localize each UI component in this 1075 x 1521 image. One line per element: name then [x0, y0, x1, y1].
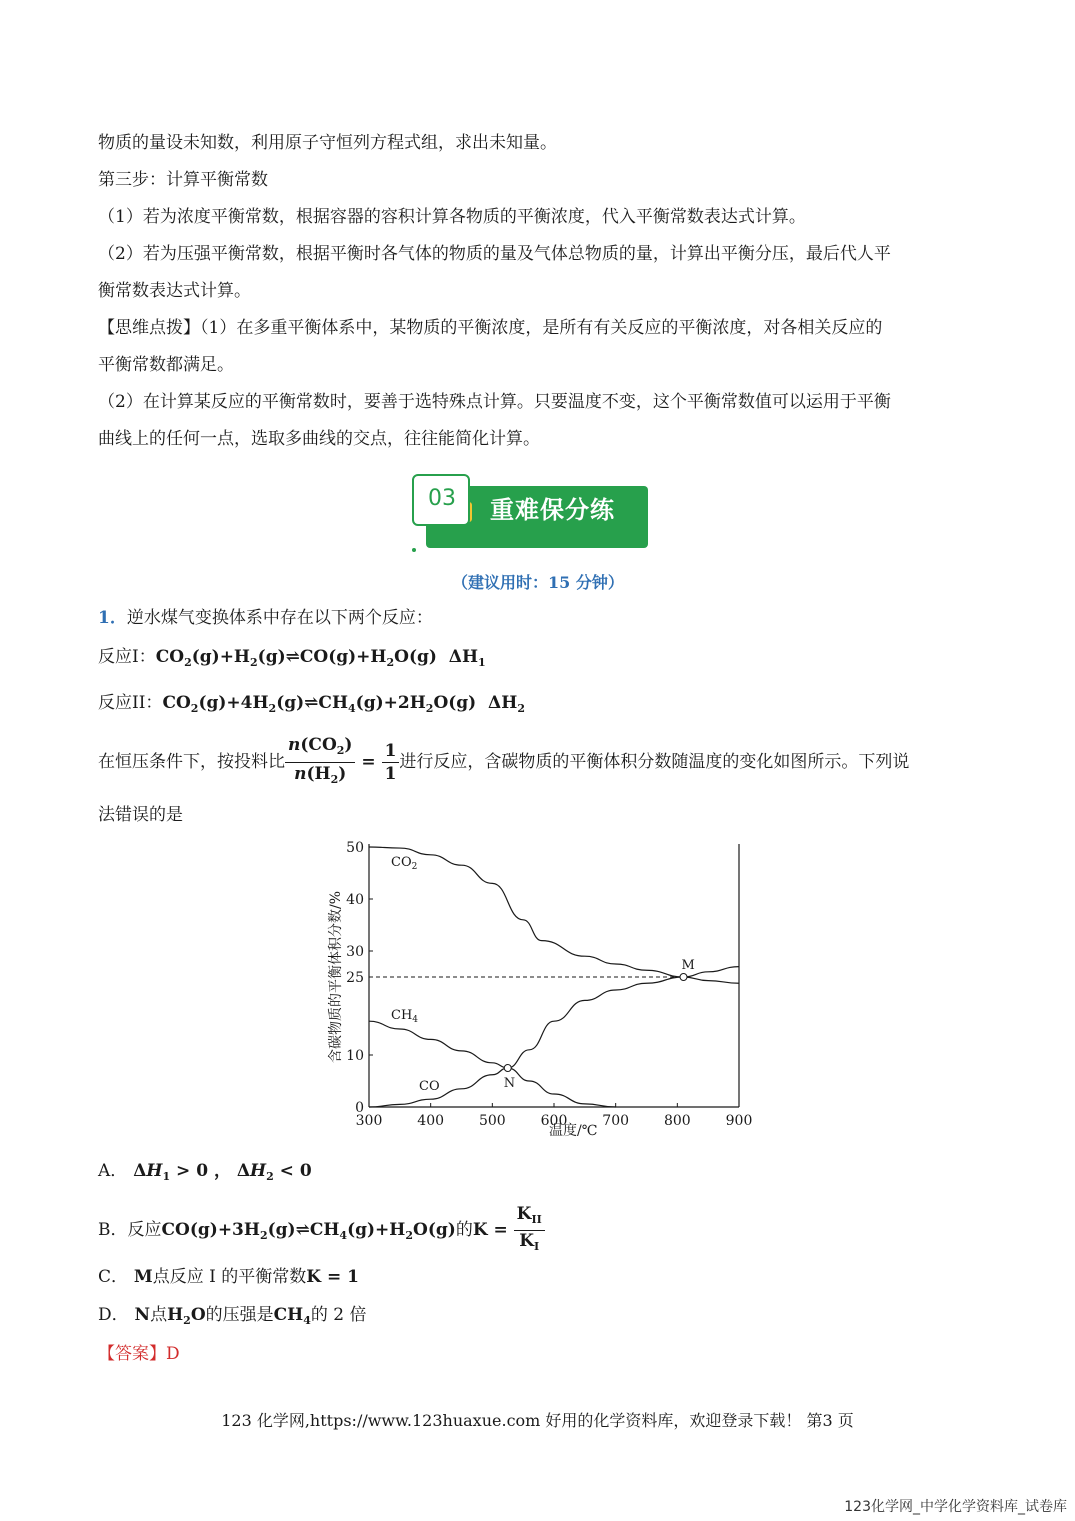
option-b: B．反应$CO(g)+3H_2(g)\rightleftharpoons CH_4(g)+H_2O(g)$的K = $\frac{K_{II}}{K_I}$: [98, 1204, 545, 1258]
point-n: [504, 1065, 511, 1072]
condition-line: 在恒压条件下，按投料比 $\frac{n(CO_2)}{n(H_2)}$ = $\frac{1}{1}$ 进行反应，含碳物质的平衡体积分数随温度的变化如图所示。下列说: [98, 734, 909, 791]
x-tick-label: 500: [478, 1113, 506, 1129]
paragraph-line: （2）在计算某反应的平衡常数时，要善于选特殊点计算。只要温度不变，这个平衡常数值可以运用于平衡: [98, 392, 891, 412]
y-tick-label: 0: [355, 1100, 364, 1116]
paragraph-line: 平衡常数都满足。: [98, 355, 234, 375]
option-d-text: 点: [150, 1305, 168, 1325]
condition-pre: 在恒压条件下，按投料比: [98, 752, 285, 772]
answer-label: 【答案】: [98, 1344, 166, 1364]
section-number: 03: [428, 486, 456, 511]
reaction-2: [98, 692, 525, 720]
x-tick-label: 900: [725, 1113, 753, 1129]
question-text: 逆水煤气变换体系中存在以下两个反应：: [126, 608, 433, 628]
paragraph-line: 曲线上的任何一点，选取多曲线的交点，往往能简化计算。: [98, 429, 540, 449]
page-footer: 123 化学网,https://www.123huaxue.com 好用的化学资料库，欢迎登录下载！ 第3 页: [221, 1411, 854, 1430]
answer-value: D: [166, 1344, 180, 1364]
y-tick-label: 50: [346, 840, 364, 856]
option-d-text: 的压强是: [205, 1305, 274, 1325]
tip-line: [98, 317, 882, 339]
y-axis-label: 含碳物质的平衡体积分数/%: [328, 890, 344, 1064]
paragraph-line: 衡常数表达式计算。: [98, 281, 251, 301]
paragraph-line: 物质的量设未知数，利用原子守恒列方程式组，求出未知量。: [98, 133, 557, 153]
series-label-ch4: $CH_4$: [391, 1008, 419, 1025]
option-a: [98, 1160, 312, 1188]
option-letter: A．: [98, 1161, 128, 1181]
special-points: [504, 958, 695, 1091]
feed-ratio-fraction: $\frac{n(CO_2)}{n(H_2)}$: [285, 734, 355, 791]
option-c-text: 点反应 I 的平衡常数: [152, 1267, 307, 1287]
x-tick-label: 600: [540, 1113, 568, 1129]
option-d: D． N点$H_2O$的压强是$CH_4$的 2 倍: [98, 1305, 367, 1327]
question-number: 1．: [98, 608, 127, 628]
series-line-ch4: [369, 1021, 616, 1107]
badge-number-box: [412, 474, 470, 526]
question-stem: [98, 607, 433, 629]
option-letter: B．: [98, 1220, 128, 1240]
feed-ratio-value: $\frac{1}{1}$: [382, 740, 400, 785]
option-a-formula: $\Delta H_1 > 0$ ， $\Delta H_2 < 0$: [127, 1161, 312, 1183]
section-badge: [410, 472, 650, 556]
reaction-1-label: 反应I：: [98, 647, 156, 667]
point-m: [680, 974, 687, 981]
series-label-co: CO: [419, 1079, 440, 1094]
time-hint: （建议用时：15 分钟）: [452, 573, 624, 592]
reaction-2-label: 反应II：: [98, 693, 163, 713]
y-tick-label: 30: [346, 944, 364, 960]
tip-text: （1）在多重平衡体系中，某物质的平衡浓度，是所有有关反应的平衡浓度，对各相关反应的: [200, 318, 883, 338]
paragraph-line: （2）若为压强平衡常数，根据平衡时各气体的物质的量及气体总物质的量，计算出平衡分压，最后代人平: [98, 244, 891, 264]
equilibrium-chart: [320, 832, 760, 1150]
condition-line-2: 法错误的是: [98, 805, 183, 825]
badge-dot: [412, 548, 416, 552]
reaction-2-equation: $CO_2(g)+4H_2(g)\rightleftharpoons CH_4(g)+2H_2O(g)$ $\Delta H_2$: [162, 693, 525, 715]
point-label-m: M: [681, 958, 695, 973]
corner-watermark: 123化学网_中学化学资料库_试卷库: [844, 1499, 1067, 1515]
y-tick-label: 10: [346, 1048, 364, 1064]
option-b-pre: 反应: [127, 1220, 162, 1240]
answer-line: [98, 1343, 180, 1365]
series-label-co2: $CO_2$: [391, 855, 418, 872]
option-c: C． M点反应 I 的平衡常数K = 1: [98, 1267, 359, 1287]
x-tick-label: 800: [663, 1113, 691, 1129]
option-b-equation: $CO(g)+3H_2(g)\rightleftharpoons CH_4(g)+H_2O(g)$: [161, 1220, 456, 1242]
condition-post: 进行反应，含碳物质的平衡体积分数随温度的变化如图所示。下列说: [399, 752, 910, 772]
x-tick-label: 700: [602, 1113, 630, 1129]
tip-label: 【思维点拨】: [98, 318, 200, 338]
x-tick-label: 300: [355, 1113, 383, 1129]
option-d-text: 的 2 倍: [310, 1305, 367, 1325]
option-b-mid: 的: [455, 1220, 473, 1240]
reaction-1-equation: $CO_2(g)+H_2(g)\rightleftharpoons CO(g)+H_2O(g)$ $\Delta H_1$: [155, 647, 486, 669]
x-axis-label: 温度/℃: [549, 1123, 598, 1139]
x-tick-label: 400: [417, 1113, 445, 1129]
reaction-1: [98, 646, 486, 674]
section-title: 重难保分练: [490, 496, 615, 524]
paragraph-line: （1）若为浓度平衡常数，根据容器的容积计算各物质的平衡浓度，代入平衡常数表达式计算。: [98, 207, 806, 227]
point-label-n: N: [503, 1076, 516, 1091]
step-heading: 第三步：计算平衡常数: [98, 170, 268, 190]
option-letter: C．: [98, 1267, 129, 1287]
y-tick-label: 40: [346, 892, 364, 908]
y-tick-label: 25: [346, 970, 364, 986]
option-b-fraction: $\frac{K_{II}}{K_I}$: [514, 1204, 545, 1257]
option-letter: D．: [98, 1305, 129, 1325]
